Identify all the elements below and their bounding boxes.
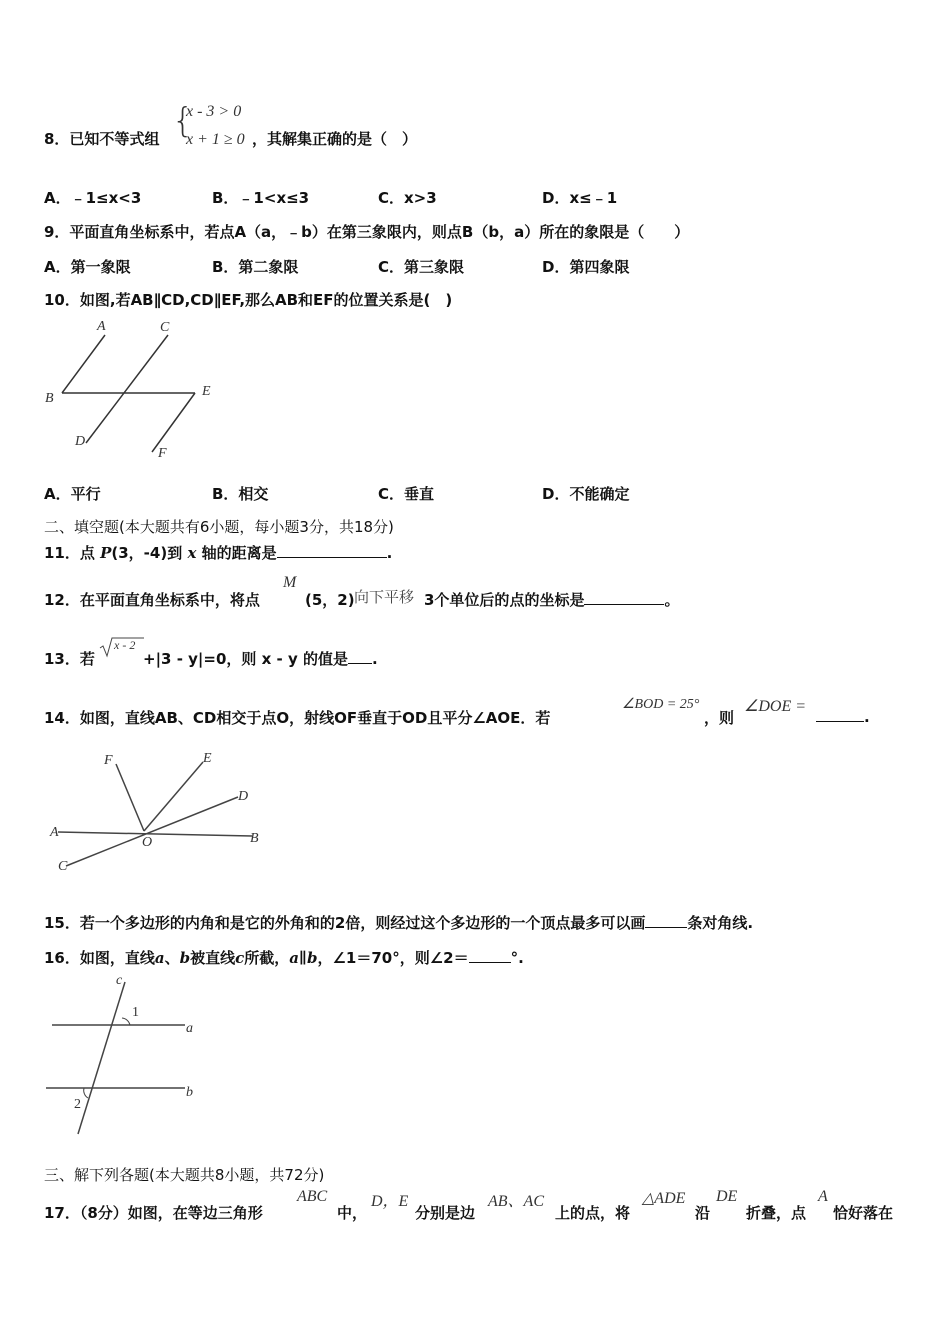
q17-a: A (818, 1188, 828, 1205)
q17-ade: △ADE (642, 1190, 686, 1207)
q12-end: 。 (664, 591, 680, 609)
q8-suffix: ，其解集正确的是（ ） (252, 130, 418, 148)
q15 (44, 912, 753, 933)
q17-t4: 沿 (695, 1204, 711, 1222)
q14-ask: ∠DOE = (744, 698, 807, 715)
q16 (44, 947, 524, 968)
q14-cond: ∠BOD = 25° (622, 697, 700, 712)
q14-text: 14．如图，直线AB、CD相交于点O，射线OF垂直于OD且平分∠AOE．若 (44, 709, 551, 727)
q8-option-d: D．x≤﹣1 (542, 189, 618, 207)
q16-prefix: 16．如图，直线 (44, 949, 155, 967)
q16-answer-blank[interactable] (469, 948, 511, 963)
q12-coords: (5，2) (305, 591, 355, 609)
q17-abc: ABC (297, 1188, 328, 1205)
q17-t6: 恰好落在 (833, 1204, 894, 1222)
line-c (78, 982, 125, 1134)
angle-1-arc (122, 1018, 130, 1025)
q17-t3: 上的点，将 (555, 1204, 631, 1222)
transversal-figure (40, 970, 210, 1140)
section-3-title: 三、解下列各题(本大题共8小题，共72分) (44, 1166, 325, 1184)
label-c: C (160, 320, 170, 335)
label-d: D (238, 789, 249, 804)
q8-option-b: B．﹣1<x≤3 (212, 189, 310, 207)
q16-b: b (179, 949, 191, 967)
q12-point: M (283, 574, 297, 591)
q9-option-b: B．第二象限 (212, 258, 299, 276)
q16-sep: 、 (164, 949, 180, 967)
q13-sqrt-content: x - 2 (114, 638, 136, 652)
q13-prefix: 13．若 (44, 650, 95, 668)
q16-mid2: 所截， (244, 949, 290, 967)
q11-suffix: 轴的距离是 (196, 544, 277, 562)
q10-option-a: A．平行 (44, 485, 101, 503)
q15-answer-blank[interactable] (645, 913, 687, 928)
q11-answer-blank[interactable] (277, 543, 387, 558)
label-f: F (104, 753, 113, 768)
q16-rest: ，∠1＝70°，则∠2＝ (317, 949, 469, 967)
ray-oe (144, 762, 203, 831)
q8-option-c: C．x>3 (378, 189, 437, 207)
q11-coords: (3，-4)到 (111, 544, 188, 562)
q9-option-a: A．第一象限 (44, 258, 131, 276)
q10-text: 10．如图,若AB∥CD,CD∥EF,那么AB和EF的位置关系是( ) (44, 291, 453, 309)
line-ef (152, 393, 195, 452)
q17-t2: 分别是边 (415, 1204, 476, 1222)
q14-then: ，则 (704, 709, 735, 727)
section-2-title: 二、填空题(本大题共有6小题，每小题3分，共18分) (44, 518, 394, 536)
q16-end: °. (510, 949, 524, 967)
q10-option-b: B．相交 (212, 485, 269, 503)
label-b: B (45, 391, 54, 406)
q11 (44, 542, 392, 563)
q13-end: . (371, 650, 378, 668)
line-cd (66, 797, 238, 866)
intersecting-lines-figure (44, 748, 274, 878)
q16-a: a (154, 949, 165, 967)
q13-answer-blank[interactable] (348, 649, 372, 664)
q15-prefix: 15．若一个多边形的内角和是它的外角和的2倍，则经过这个多边形的一个顶点最多可以画 (44, 914, 646, 932)
q13-rest (143, 648, 378, 669)
label-b: b (186, 1085, 193, 1100)
q8-option-a: A．﹣1≤x<3 (44, 189, 142, 207)
label-2: 2 (74, 1097, 81, 1112)
q17-prefix: 17．（8分）如图，在等边三角形 (44, 1204, 263, 1222)
label-a: A (50, 825, 59, 840)
line-ab (62, 335, 105, 393)
q17-de2: DE (716, 1188, 738, 1205)
q14-blank-wrap (816, 707, 870, 726)
angle-2-arc (84, 1088, 88, 1098)
q11-end: . (386, 544, 393, 562)
label-a: A (97, 319, 106, 334)
q10-option-d: D．不能确定 (542, 485, 630, 503)
label-f: F (158, 446, 167, 461)
q17-abac: AB、AC (488, 1193, 544, 1210)
q10-option-c: C．垂直 (378, 485, 435, 503)
q16-mid: 被直线 (190, 949, 236, 967)
label-b: B (250, 831, 259, 846)
q16-par: a∥b (289, 949, 318, 967)
q12-suffix: 3个单位后的点的坐标是 (424, 591, 585, 609)
label-1: 1 (132, 1005, 139, 1020)
q13-middle: +|3 - y|=0，则 x - y 的值是 (143, 650, 348, 668)
q16-c: c (235, 949, 245, 967)
q17-t5: 折叠，点 (746, 1204, 807, 1222)
q12-move: 向下平移 (354, 588, 415, 606)
q11-point: P (100, 544, 112, 562)
q8-ineq1: x - 3 > 0 (186, 103, 242, 120)
q8-prefix: 8．已知不等式组 (44, 130, 160, 148)
label-e: E (203, 751, 212, 766)
brace: { (172, 101, 194, 141)
ray-of (116, 764, 144, 831)
label-a: a (186, 1021, 193, 1036)
q17-de: D，E (371, 1193, 409, 1210)
parallel-lines-figure (40, 315, 220, 465)
q11-prefix: 11．点 (44, 544, 101, 562)
label-e: E (202, 384, 211, 399)
q14-answer-blank[interactable] (816, 707, 864, 722)
q17-t1: 中， (337, 1204, 368, 1222)
q14-end: . (864, 708, 870, 726)
label-d: D (75, 434, 86, 449)
q12-rest (424, 589, 679, 610)
label-c: c (116, 973, 123, 988)
label-o: O (142, 835, 153, 850)
q9-option-d: D．第四象限 (542, 258, 630, 276)
q9-text: 9．平面直角坐标系中，若点A（a，﹣b）在第三象限内，则点B（b，a）所在的象限是（ ） (44, 223, 690, 241)
q8-ineq2: x + 1 ≥ 0 (186, 131, 245, 148)
q11-axis: x (187, 544, 197, 562)
q15-suffix: 条对角线. (687, 914, 754, 932)
line-ab (58, 832, 252, 836)
q12-prefix: 12．在平面直角坐标系中，将点 (44, 591, 260, 609)
label-c: C (58, 859, 68, 874)
line-cd (86, 335, 168, 443)
q12-answer-blank[interactable] (584, 590, 664, 605)
q9-option-c: C．第三象限 (378, 258, 465, 276)
